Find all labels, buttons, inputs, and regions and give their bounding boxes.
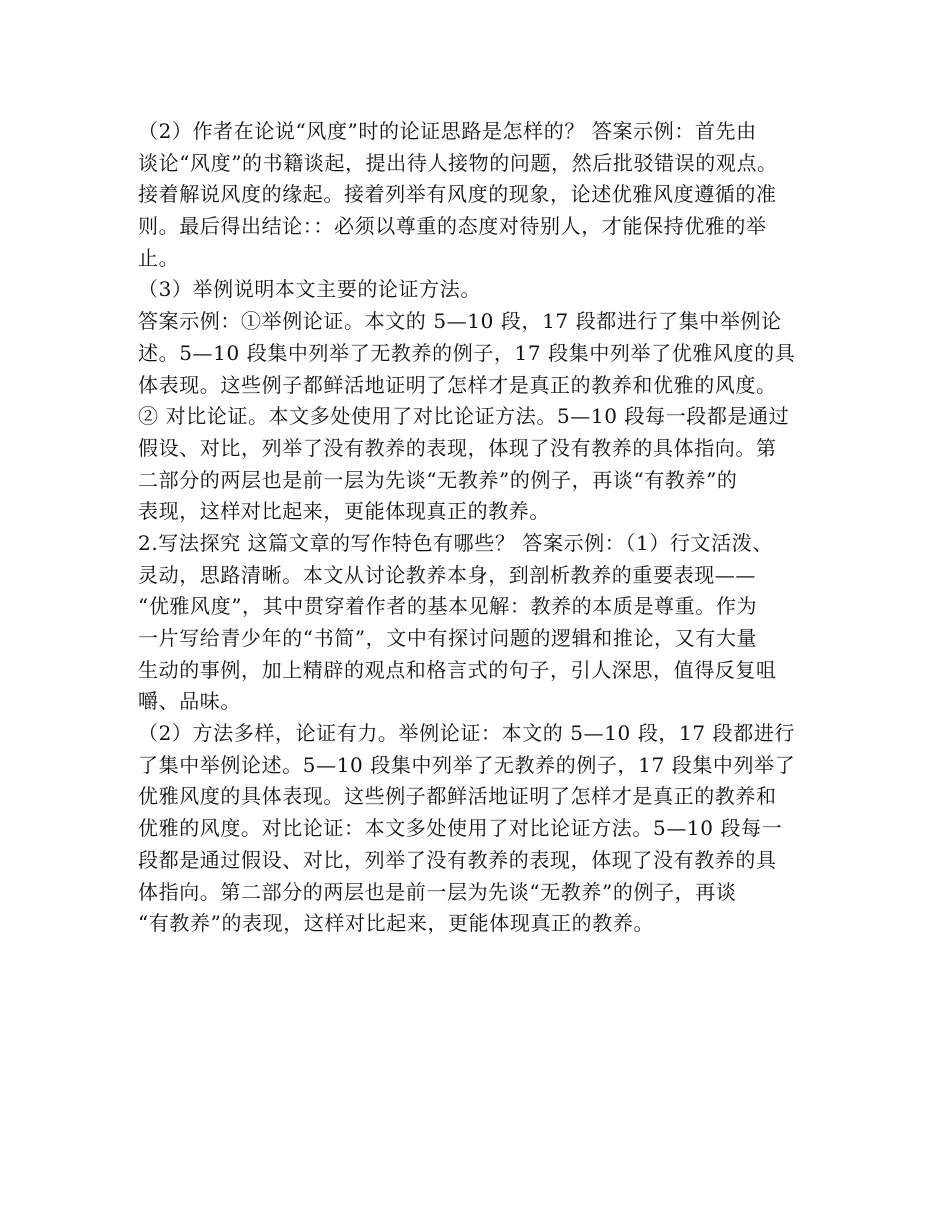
- text-line: （3）举例说明本文主要的论证方法。: [138, 277, 481, 302]
- text-line: 二部分的两层也是前一层为先谈“无教养”的例子，再谈“有教养”的: [138, 467, 738, 492]
- text-line: 2.写法探究 这篇文章的写作特色有哪些？ 答案示例：（1）行文活泼、: [138, 530, 773, 555]
- text-line: 答案示例：①举例论证。本文的 5—10 段，17 段都进行了集中举例论: [138, 309, 782, 334]
- text-line: 假设、对比，列举了没有教养的表现，体现了没有教养的具体指向。第: [138, 435, 777, 460]
- text-line: 体表现。这些例子都鲜活地证明了怎样才是真正的教养和优雅的风度。: [138, 372, 777, 397]
- text-line: 谈论“风度”的书籍谈起，提出待人接物的问题，然后批驳错误的观点。: [138, 150, 778, 175]
- text-line: 述。5—10 段集中列举了无教养的例子，17 段集中列举了优雅风度的具: [138, 340, 796, 365]
- text-line: 体指向。第二部分的两层也是前一层为先谈“无教养”的例子，再谈: [138, 879, 737, 904]
- text-line: （2）方法多样，论证有力。举例论证：本文的 5—10 段，17 段都进行: [138, 721, 796, 746]
- text-line: 则。最后得出结论：：必须以尊重的态度对待别人，才能保持优雅的举: [138, 214, 767, 239]
- text-line: 灵动，思路清晰。本文从讨论教养本身，到剖析教养的重要表现——: [138, 562, 756, 587]
- text-line: 止。: [138, 245, 180, 270]
- text-line: 优雅的风度。对比论证：本文多处使用了对比论证方法。5—10 段每一: [138, 816, 783, 841]
- text-line: 接着解说风度的缘起。接着列举有风度的现象，论述优雅风度遵循的准: [138, 182, 777, 207]
- text-line: 表现，这样对比起来，更能体现真正的教养。: [138, 499, 550, 524]
- text-line: 段都是通过假设、对比，列举了没有教养的表现，体现了没有教养的具: [138, 847, 777, 872]
- document-body: [138, 116, 818, 940]
- text-line: “有教养”的表现，这样对比起来，更能体现真正的教养。: [138, 911, 655, 936]
- text-line: 生动的事例，加上精辟的观点和格言式的句子，引人深思，值得反复咀: [138, 657, 777, 682]
- text-line: ② 对比论证。本文多处使用了对比论证方法。5—10 段每一段都是通过: [138, 404, 790, 429]
- text-line: （2）作者在论说“风度”时的论证思路是怎样的？ 答案示例：首先由: [138, 119, 757, 143]
- text-line: 嚼、品味。: [138, 689, 241, 714]
- text-line: “优雅风度”，其中贯穿着作者的基本见解：教养的本质是尊重。作为: [138, 594, 758, 619]
- text-line: 优雅风度的具体表现。这些例子都鲜活地证明了怎样才是真正的教养和: [138, 784, 777, 809]
- text-line: 了集中举例论述。5—10 段集中列举了无教养的例子，17 段集中列举了: [138, 752, 796, 777]
- text-line: 一片写给青少年的“书简”，文中有探讨问题的逻辑和推论，又有大量: [138, 626, 758, 650]
